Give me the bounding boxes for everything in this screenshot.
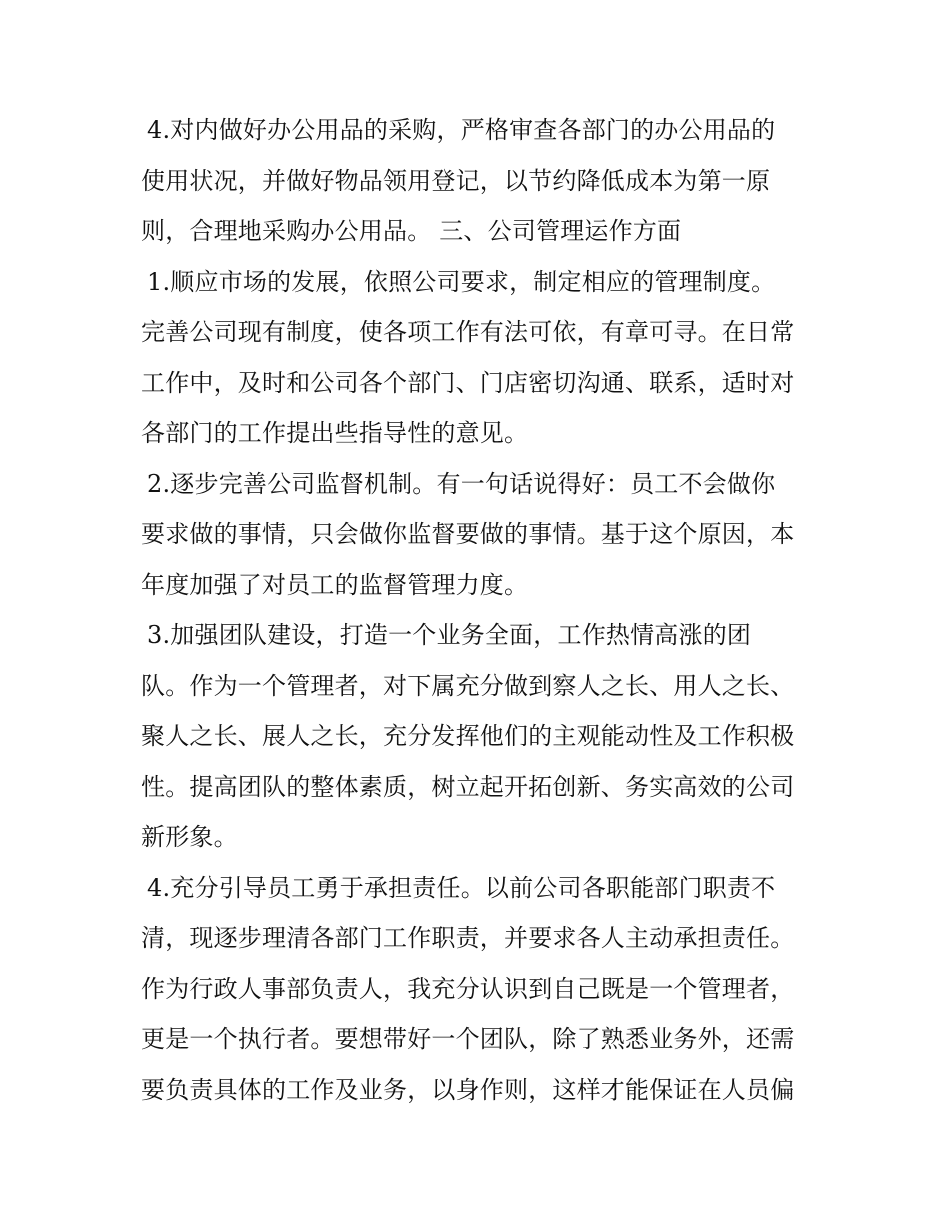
paragraph-line: 工作中，及时和公司各个部门、门店密切沟通、联系，适时对 (141, 369, 795, 397)
paragraph-line: 则，合理地采购办公用品。 三、公司管理运作方面 (141, 217, 682, 245)
paragraph-line: 更是一个执行者。要想带好一个团队，除了熟悉业务外，还需 (141, 1025, 795, 1053)
paragraph-line: 3.加强团队建设，打造一个业务全面，工作热情高涨的团 (147, 621, 752, 649)
paragraph-line: 清，现逐步理清各部门工作职责，并要求各人主动承担责任。 (141, 924, 795, 952)
paragraph-line: 要求做的事情，只会做你监督要做的事情。基于这个原因，本 (141, 520, 795, 548)
paragraph-line: 年度加强了对员工的监督管理力度。 (141, 571, 529, 599)
paragraph-line: 新形象。 (141, 823, 238, 851)
paragraph-line: 聚人之长、展人之长，充分发挥他们的主观能动性及工作积极 (141, 722, 795, 750)
paragraph-line: 各部门的工作提出些指导性的意见。 (141, 419, 529, 447)
paragraph-line: 完善公司现有制度，使各项工作有法可依，有章可寻。在日常 (141, 318, 795, 346)
paragraph-line: 队。作为一个管理者，对下属充分做到察人之长、用人之长、 (141, 672, 795, 700)
paragraph-line: 要负责具体的工作及业务，以身作则，这样才能保证在人员偏 (141, 1076, 795, 1104)
paragraph-line: 2.逐步完善公司监督机制。有一句话说得好：员工不会做你 (147, 470, 776, 498)
paragraph-line: 作为行政人事部负责人，我充分认识到自己既是一个管理者， (141, 975, 795, 1003)
paragraph-line: 1.顺应市场的发展，依照公司要求，制定相应的管理制度。 (147, 268, 776, 296)
paragraph-line: 4.充分引导员工勇于承担责任。以前公司各职能部门职责不 (147, 874, 776, 902)
paragraph-line: 4.对内做好办公用品的采购，严格审查各部门的办公用品的 (147, 116, 776, 144)
paragraph-line: 使用状况，并做好物品领用登记，以节约降低成本为第一原 (141, 167, 771, 195)
paragraph-line: 性。提高团队的整体素质，树立起开拓创新、务实高效的公司 (141, 773, 795, 801)
